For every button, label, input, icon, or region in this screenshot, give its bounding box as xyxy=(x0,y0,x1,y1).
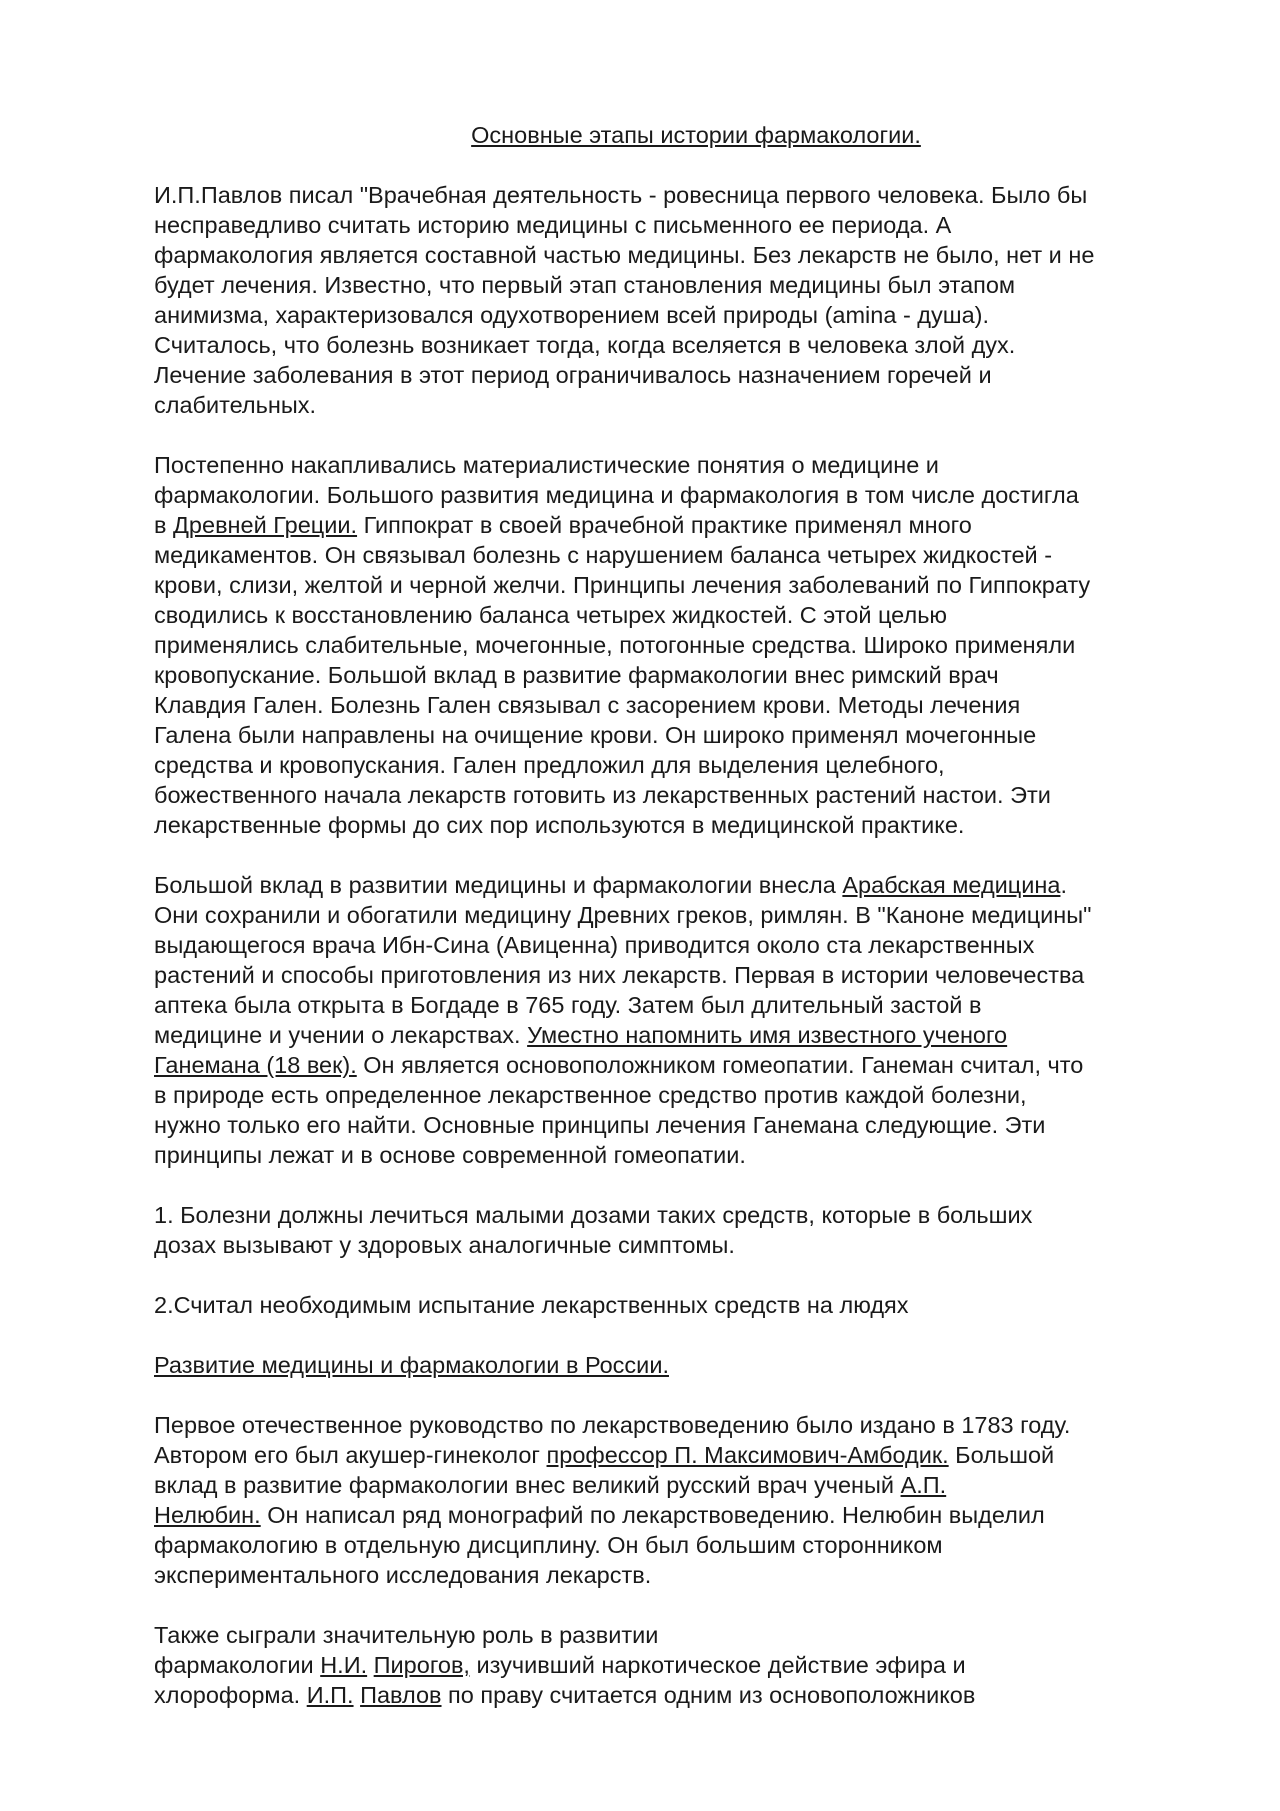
text-line: слабительных. xyxy=(154,392,317,418)
text-line xyxy=(154,870,1214,900)
paragraph-pirogov-pavlov xyxy=(154,1620,1214,1710)
text-line: фармакология является составной частью медицины. Без лекарств не было, нет и не xyxy=(154,242,1095,268)
document-title: Основные этапы истории фармакологии. xyxy=(471,122,921,148)
text-fragment: Большой xyxy=(948,1442,1055,1468)
document-page xyxy=(154,120,1214,1740)
text-line: принципы лежат и в основе современной гомеопатии. xyxy=(154,1142,746,1168)
text-line: Галена были направлены на очищение крови. Он широко применял мочегонные xyxy=(154,722,1037,748)
text-line: Лечение заболевания в этот период ограничивалось назначением горечей и xyxy=(154,362,992,388)
text-line xyxy=(154,1440,1214,1470)
text-line: Первое отечественное руководство по лекарствоведению было издано в 1783 году. xyxy=(154,1412,1071,1438)
text-line: 2.Считал необходимым испытание лекарственных средств на людях xyxy=(154,1292,909,1318)
text-line xyxy=(154,1050,1214,1080)
text-line: аптека была открыта в Богдаде в 765 году. Затем был длительный застой в xyxy=(154,992,982,1018)
text-line xyxy=(154,1650,1214,1680)
link-nelyubin-cont[interactable]: Нелюбин. xyxy=(154,1502,261,1528)
text-fragment: фармакологии xyxy=(154,1652,321,1678)
text-line xyxy=(154,1680,1214,1710)
text-line xyxy=(154,1500,1214,1530)
text-line: выдающегося врача Ибн-Сина (Авиценна) приводится около ста лекарственных xyxy=(154,932,1035,958)
paragraph-ancient-greece xyxy=(154,450,1214,840)
text-fragment: вклад в развитие фармакологии внес великий русский врач ученый xyxy=(154,1472,901,1498)
text-line xyxy=(154,510,1214,540)
text-line: дозах вызывают у здоровых аналогичные симптомы. xyxy=(154,1232,735,1258)
text-fragment: Автором его был акушер-гинеколог xyxy=(154,1442,547,1468)
link-arab-medicine[interactable]: Арабская медицина xyxy=(842,872,1061,898)
text-line: И.П.Павлов писал "Врачебная деятельность - ровесница первого человека. Было бы xyxy=(154,182,1088,208)
text-line: несправедливо считать историю медицины с письменного ее периода. А xyxy=(154,212,952,238)
text-line: нужно только его найти. Основные принципы лечения Ганемана следующие. Эти xyxy=(154,1112,1046,1138)
text-line: крови, слизи, желтой и черной желчи. Принципы лечения заболеваний по Гиппократу xyxy=(154,572,1091,598)
text-line xyxy=(154,1020,1214,1050)
paragraph-russia xyxy=(154,1410,1214,1590)
text-line: анимизма, характеризовался одухотворением всей природы (amina - душа). xyxy=(154,302,990,328)
paragraph-arab-medicine xyxy=(154,870,1214,1170)
text-fragment: Большой вклад в развитии медицины и фармакологии внесла xyxy=(154,872,843,898)
link-pirogov-initials[interactable]: Н.И. xyxy=(320,1652,368,1678)
text-line: 1. Болезни должны лечиться малыми дозами таких средств, которые в больших xyxy=(154,1202,1033,1228)
text-line: в природе есть определенное лекарственное средство против каждой болезни, xyxy=(154,1082,1027,1108)
text-line xyxy=(154,1470,1214,1500)
paragraph-principle-2 xyxy=(154,1290,1214,1320)
text-line: фармакологии. Большого развития медицина и фармакология в том числе достигла xyxy=(154,482,1079,508)
text-line: лекарственные формы до сих пор используются в медицинской практике. xyxy=(154,812,965,838)
text-fragment: изучивший наркотическое действие эфира и xyxy=(469,1652,966,1678)
paragraph-intro xyxy=(154,180,1214,420)
text-line: Клавдия Гален. Болезнь Гален связывал с засорением крови. Методы лечения xyxy=(154,692,1021,718)
link-nelyubin[interactable]: А.П. xyxy=(900,1472,947,1498)
text-fragment: медицине и учении о лекарствах. xyxy=(154,1022,528,1048)
text-fragment: . xyxy=(1060,872,1067,898)
link-pavlov-initials[interactable]: И.П. xyxy=(306,1682,354,1708)
text-line: кровопускание. Большой вклад в развитие фармакологии внес римский врач xyxy=(154,662,999,688)
text-line: Они сохранили и обогатили медицину Древних греков, римлян. В "Каноне медицины" xyxy=(154,902,1092,928)
link-hahnemann[interactable]: Уместно напомнить имя известного ученого xyxy=(527,1022,1008,1048)
text-line: будет лечения. Известно, что первый этап становления медицины был этапом xyxy=(154,272,1016,298)
text-fragment: Гиппократ в своей врачебной практике применял много xyxy=(357,512,972,538)
text-line: Также сыграли значительную роль в развитии xyxy=(154,1622,659,1648)
text-line: сводились к восстановлению баланса четырех жидкостей. С этой целью xyxy=(154,602,948,628)
section-heading-russia[interactable]: Развитие медицины и фармакологии в России. xyxy=(154,1352,669,1378)
text-line: Считалось, что болезнь возникает тогда, когда вселяется в человека злой дух. xyxy=(154,332,1016,358)
text-line: средства и кровопускания. Гален предложил для выделения целебного, xyxy=(154,752,945,778)
text-fragment: Он является основоположником гомеопатии. Ганеман считал, что xyxy=(356,1052,1084,1078)
text-line: экспериментального исследования лекарств. xyxy=(154,1562,652,1588)
text-fragment: в xyxy=(154,512,174,538)
text-line: медикаментов. Он связывал болезнь с нарушением баланса четырех жидкостей - xyxy=(154,542,1053,568)
link-pavlov[interactable]: Павлов xyxy=(360,1682,442,1708)
text-line: фармакологию в отдельную дисциплину. Он был большим сторонником xyxy=(154,1532,943,1558)
text-line: растений и способы приготовления из них лекарств. Первая в истории человечества xyxy=(154,962,1085,988)
link-maksimovich-ambodik[interactable]: профессор П. Максимович-Амбодик. xyxy=(546,1442,949,1468)
link-ancient-greece[interactable]: Древней Греции. xyxy=(173,512,358,538)
text-line: Постепенно накапливались материалистические понятия о медицине и xyxy=(154,452,939,478)
paragraph-principle-1 xyxy=(154,1200,1214,1260)
link-pirogov[interactable]: Пирогов, xyxy=(373,1652,470,1678)
text-fragment: по праву считается одним из основоположников xyxy=(441,1682,976,1708)
text-line: божественного начала лекарств готовить из лекарственных растений настои. Эти xyxy=(154,782,1051,808)
text-line: применялись слабительные, мочегонные, потогонные средства. Широко применяли xyxy=(154,632,1076,658)
text-fragment: хлороформа. xyxy=(154,1682,307,1708)
text-fragment: Он написал ряд монографий по лекарствоведению. Нелюбин выделил xyxy=(260,1502,1045,1528)
link-hahnemann-cont[interactable]: Ганемана (18 век). xyxy=(154,1052,357,1078)
